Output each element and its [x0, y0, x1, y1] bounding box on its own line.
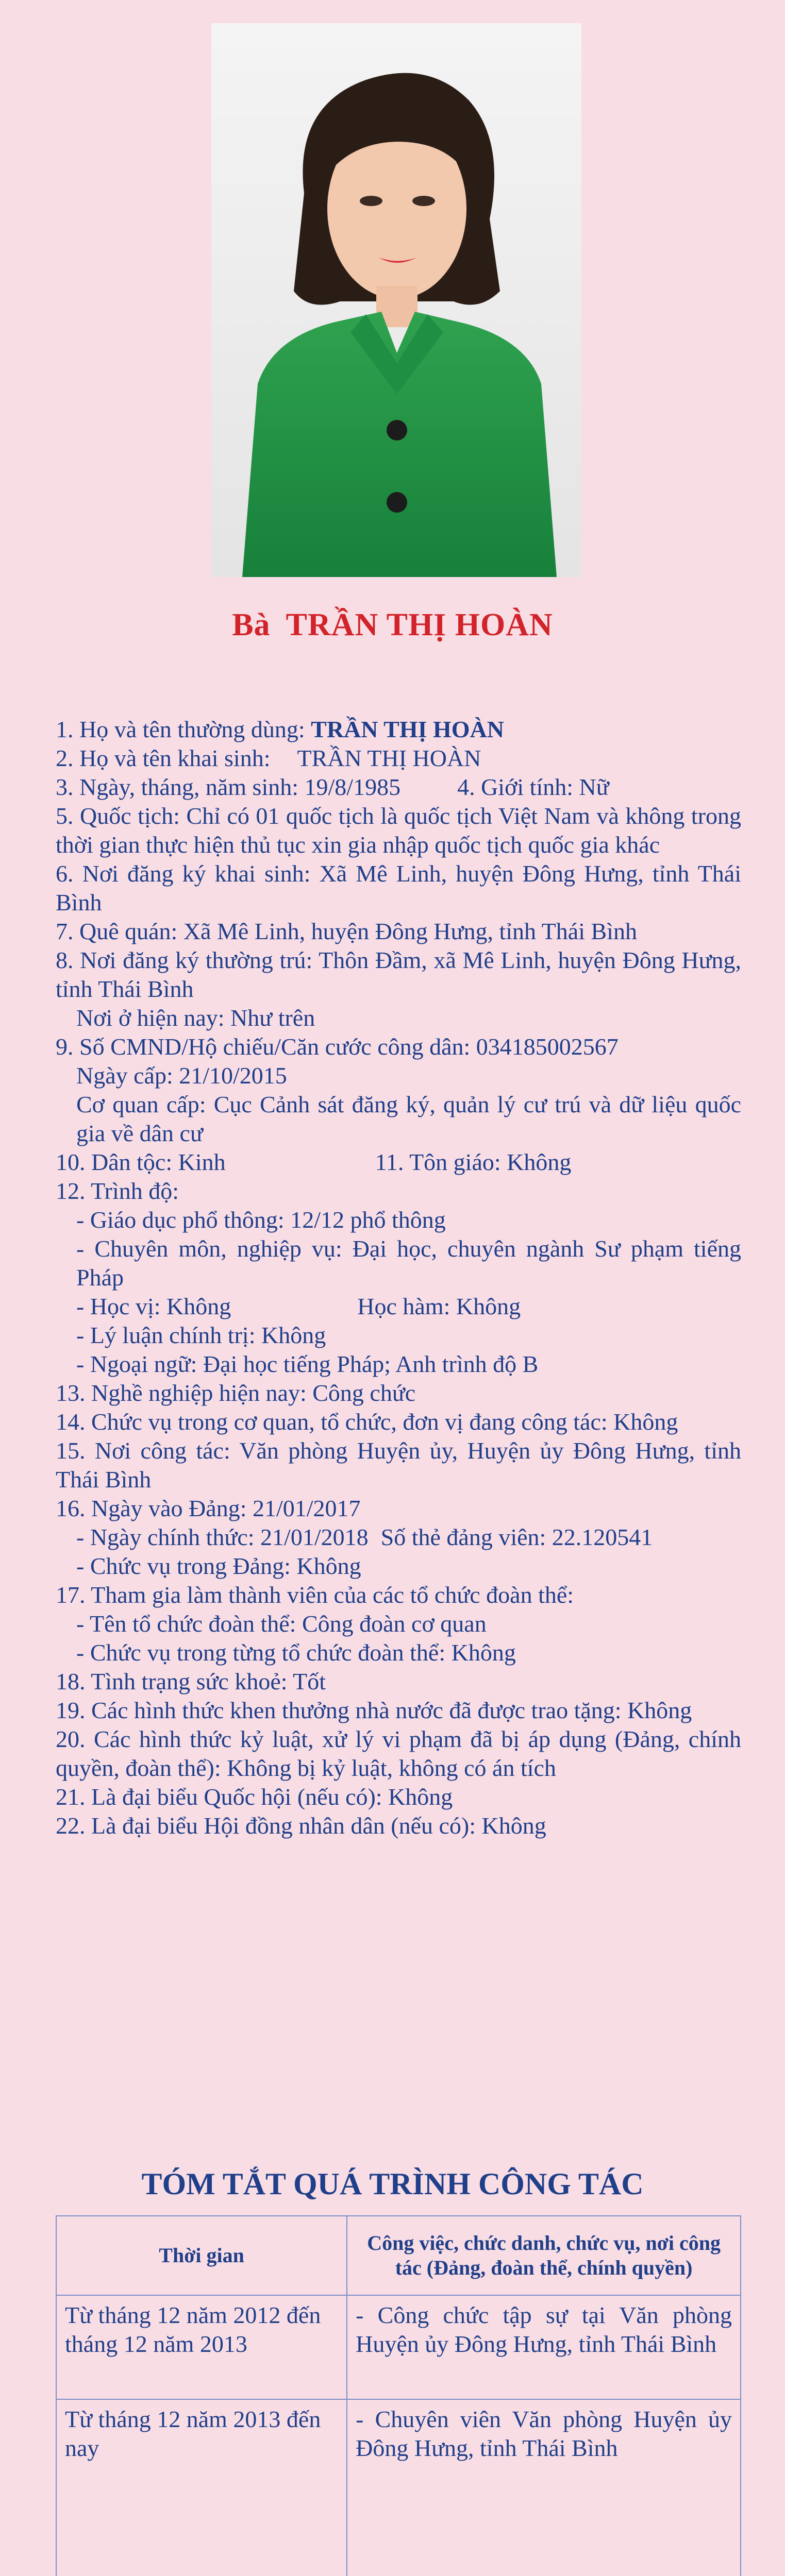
info-item-12b: - Chuyên môn, nghiệp vụ: Đại học, chuyên ngành Sư phạm tiếng Pháp [76, 1235, 741, 1291]
career-time: Từ tháng 12 năm 2013 đến nay [56, 2399, 347, 2576]
info-item-9a: Ngày cấp: 21/10/2015 [76, 1062, 287, 1089]
info-item-16b: - Chức vụ trong Đảng: Không [76, 1553, 361, 1579]
info-item-12: 12. Trình độ: [56, 1178, 179, 1204]
table-row [56, 2295, 741, 2399]
candidate-name: TRẦN THỊ HOÀN [286, 607, 553, 642]
common-name-value: TRẦN THỊ HOÀN [311, 716, 505, 742]
career-table-header [56, 2216, 741, 2295]
info-item-12e: - Ngoại ngữ: Đại học tiếng Pháp; Anh trình độ B [76, 1351, 539, 1377]
info-item-14: 14. Chức vụ trong cơ quan, tổ chức, đơn vị đang công tác: Không [56, 1409, 678, 1435]
career-work: - Công chức tập sự tại Văn phòng Huyện ủy Đông Hưng, tỉnh Thái Bình [347, 2295, 741, 2399]
info-item-17a: - Tên tổ chức đoàn thể: Công đoàn cơ quan [76, 1611, 487, 1637]
portrait-illustration [211, 23, 581, 577]
info-item-5: 5. Quốc tịch: Chỉ có 01 quốc tịch là quốc tịch Việt Nam và không trong thời gian thực hiện thủ tục xin gia nhập quốc tịch quốc gia khác [56, 803, 741, 858]
info-item-9b: Cơ quan cấp: Cục Cảnh sát đăng ký, quản lý cư trú và dữ liệu quốc gia về dân cư [76, 1091, 741, 1146]
info-item-9: 9. Số CMND/Hộ chiếu/Căn cước công dân: 034185002567 [56, 1033, 619, 1060]
info-item-7: 7. Quê quán: Xã Mê Linh, huyện Đông Hưng, tỉnh Thái Bình [56, 918, 637, 944]
info-item-19: 19. Các hình thức khen thưởng nhà nước đã được trao tặng: Không [56, 1697, 692, 1723]
column-header-time: Thời gian [56, 2216, 347, 2295]
portrait-photo [211, 23, 581, 577]
info-item-20: 20. Các hình thức kỷ luật, xử lý vi phạm đã bị áp dụng (Đảng, chính quyền, đoàn thể): Không bị kỷ luật, không có án tích [56, 1726, 741, 1781]
info-item-10-11: 10. Dân tộc: Kinh 11. Tôn giáo: Không [56, 1149, 572, 1175]
info-item-8b: Nơi ở hiện nay: Như trên [76, 1005, 315, 1031]
info-item-21: 21. Là đại biểu Quốc hội (nếu có): Không [56, 1784, 453, 1810]
career-time: Từ tháng 12 năm 2012 đến tháng 12 năm 2013 [56, 2295, 347, 2399]
info-item-6: 6. Nơi đăng ký khai sinh: Xã Mê Linh, huyện Đông Hưng, tỉnh Thái Bình [56, 860, 741, 916]
column-header-work: Công việc, chức danh, chức vụ, nơi công tác (Đảng, đoàn thể, chính quyền) [347, 2216, 741, 2295]
info-item-15: 15. Nơi công tác: Văn phòng Huyện ủy, Huyện ủy Đông Hưng, tỉnh Thái Bình [56, 1437, 741, 1493]
name-prefix: Bà [232, 607, 271, 642]
info-item-12c: - Học vị: Không Học hàm: Không [76, 1293, 521, 1319]
info-item-3-4: 3. Ngày, tháng, năm sinh: 19/8/1985 4. Giới tính: Nữ [56, 774, 609, 800]
personal-info-list [56, 715, 741, 1840]
info-item-12d: - Lý luận chính trị: Không [76, 1322, 326, 1348]
info-item-1: 1. Họ và tên thường dùng: TRẦN THỊ HOÀN [56, 716, 505, 742]
info-item-8: 8. Nơi đăng ký thường trú: Thôn Đầm, xã Mê Linh, huyện Đông Hưng, tỉnh Thái Bình [56, 947, 741, 1002]
info-item-22: 22. Là đại biểu Hội đồng nhân dân (nếu có): Không [56, 1812, 546, 1839]
info-item-17: 17. Tham gia làm thành viên của các tổ chức đoàn thể: [56, 1582, 574, 1608]
info-item-2: 2. Họ và tên khai sinh: TRẦN THỊ HOÀN [56, 745, 481, 771]
info-item-17b: - Chức vụ trong từng tổ chức đoàn thể: Không [76, 1639, 516, 1666]
candidate-name-heading [0, 607, 785, 643]
career-summary-title: TÓM TẮT QUÁ TRÌNH CÔNG TÁC [141, 2167, 644, 2201]
info-item-13: 13. Nghề nghiệp hiện nay: Công chức [56, 1380, 416, 1406]
info-item-16a: - Ngày chính thức: 21/01/2018 Số thẻ đảng viên: 22.120541 [76, 1524, 653, 1550]
table-row [56, 2399, 741, 2576]
info-item-16: 16. Ngày vào Đảng: 21/01/2017 [56, 1495, 361, 1521]
info-item-12a: - Giáo dục phổ thông: 12/12 phổ thông [76, 1207, 446, 1233]
career-table [56, 2215, 741, 2576]
career-work: - Chuyên viên Văn phòng Huyện ủy Đông Hưng, tỉnh Thái Bình [347, 2399, 741, 2576]
info-item-18: 18. Tình trạng sức khoẻ: Tốt [56, 1668, 326, 1694]
